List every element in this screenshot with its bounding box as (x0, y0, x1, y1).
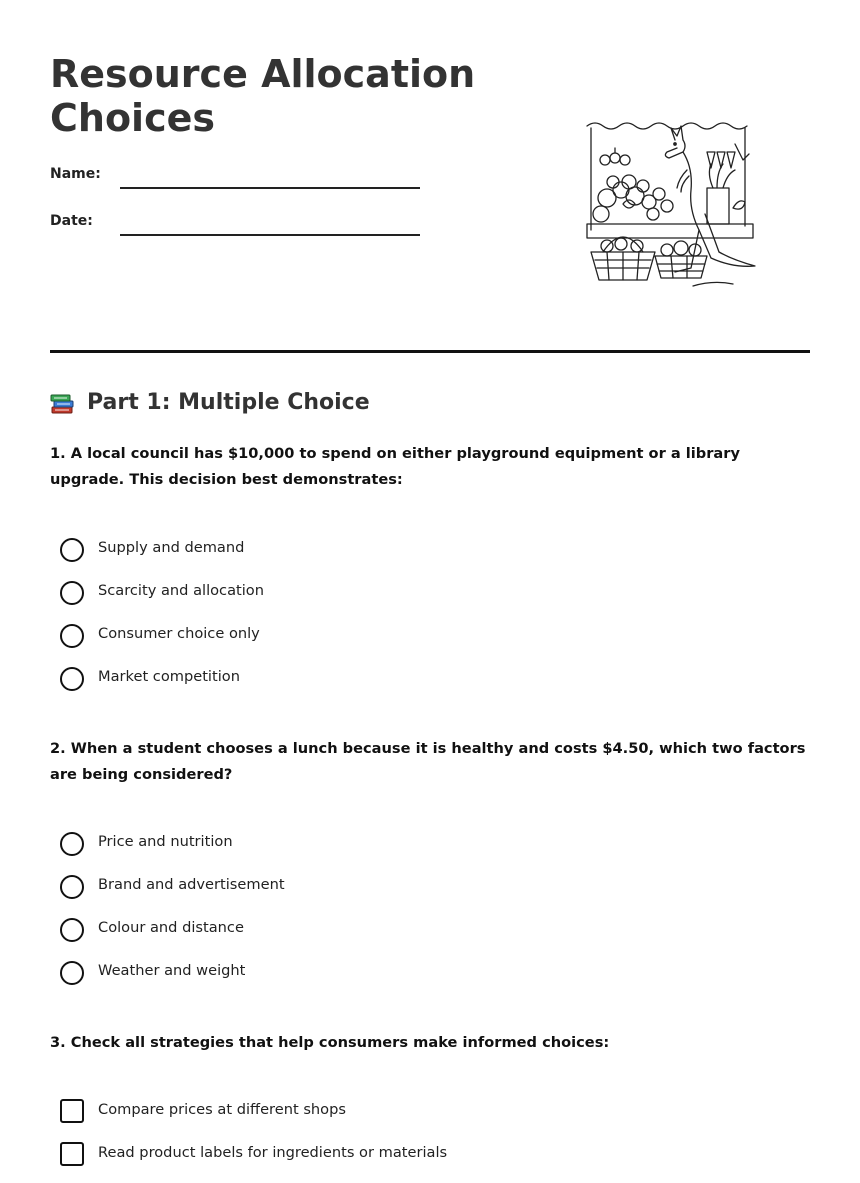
radio-button[interactable] (60, 832, 84, 856)
checkbox[interactable] (60, 1099, 84, 1123)
option-label: Colour and distance (98, 919, 244, 936)
part1-title-text: Part 1: Multiple Choice (87, 390, 370, 415)
question-3-options (60, 1097, 447, 1183)
radio-button[interactable] (60, 667, 84, 691)
option-1-c[interactable] (60, 621, 264, 664)
option-label: Compare prices at different shops (98, 1101, 346, 1118)
option-1-a[interactable] (60, 535, 264, 578)
date-field (50, 207, 420, 237)
option-label: Consumer choice only (98, 625, 260, 642)
radio-button[interactable] (60, 875, 84, 899)
name-field (50, 160, 420, 190)
option-2-a[interactable] (60, 829, 285, 872)
option-label: Brand and advertisement (98, 876, 285, 893)
question-1-options (60, 535, 264, 707)
question-3: 3. Check all strategies that help consumers make informed choices: (50, 1034, 610, 1051)
checkbox[interactable] (60, 1142, 84, 1166)
radio-button[interactable] (60, 918, 84, 942)
option-2-d[interactable] (60, 958, 285, 1001)
radio-button[interactable] (60, 581, 84, 605)
books-icon (50, 390, 76, 416)
question-2-options (60, 829, 285, 1001)
radio-button[interactable] (60, 624, 84, 648)
date-label: Date: (50, 213, 93, 229)
option-2-c[interactable] (60, 915, 285, 958)
option-1-b[interactable] (60, 578, 264, 621)
radio-button[interactable] (60, 961, 84, 985)
option-3-b[interactable] (60, 1140, 447, 1183)
page-title: Resource Allocation Choices (50, 52, 476, 140)
option-label: Read product labels for ingredients or materials (98, 1144, 448, 1161)
section-divider (50, 350, 810, 353)
radio-button[interactable] (60, 538, 84, 562)
name-input-line[interactable] (120, 187, 420, 189)
question-2: 2. When a student chooses a lunch because it is healthy and costs $4.50, which two factors are being considered? (50, 740, 806, 783)
question-1: 1. A local council has $10,000 to spend on either playground equipment or a library upgrade. This decision best demonstrates: (50, 445, 740, 488)
name-label: Name: (50, 166, 101, 182)
part1-title (50, 388, 370, 418)
option-label: Price and nutrition (98, 833, 233, 850)
option-3-a[interactable] (60, 1097, 447, 1140)
option-label: Market competition (98, 668, 240, 685)
option-label: Scarcity and allocation (98, 582, 264, 599)
kangaroo-market-stall-illustration (583, 118, 761, 296)
option-label: Weather and weight (98, 962, 246, 979)
option-2-b[interactable] (60, 872, 285, 915)
date-input-line[interactable] (120, 234, 420, 236)
option-label: Supply and demand (98, 539, 245, 556)
option-1-d[interactable] (60, 664, 264, 707)
